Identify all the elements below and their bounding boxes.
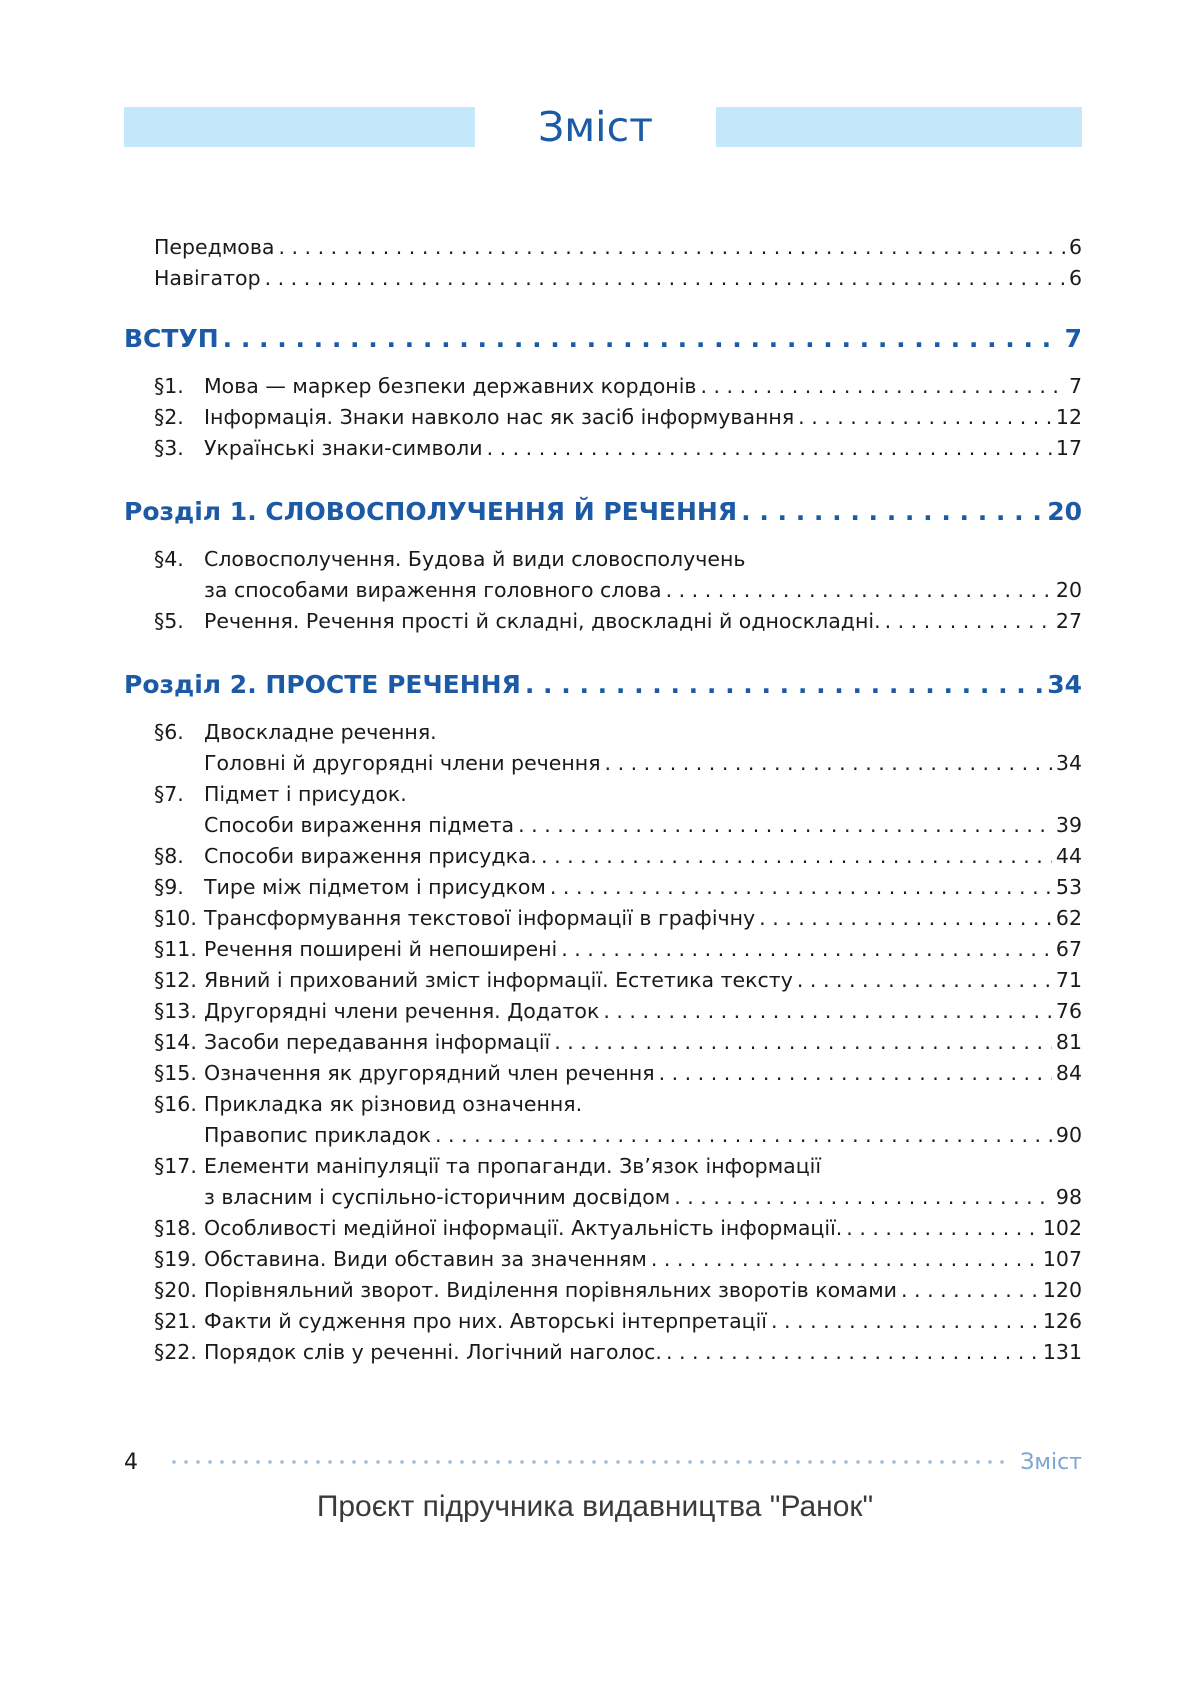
dot-leader — [741, 494, 1043, 530]
toc-entry — [154, 1058, 1082, 1089]
toc-entry — [154, 872, 1082, 903]
section-page: 34 — [1047, 670, 1082, 699]
entry-title: Явний і прихований зміст інформації. Естетика тексту — [204, 968, 793, 992]
toc-entry — [154, 934, 1082, 965]
toc-entry — [154, 1306, 1082, 1337]
entry-title: Підмет і присудок. — [204, 782, 407, 806]
dot-leader — [901, 1275, 1039, 1306]
entry-title: Елементи маніпуляції та пропаганди. Зв’язок інформації — [204, 1154, 822, 1178]
dot-leader — [435, 1120, 1052, 1151]
entry-number: §5. — [154, 609, 184, 633]
entry-title: Особливості медійної інформації. Актуальність інформації. — [204, 1216, 843, 1240]
toc-entry — [154, 433, 1082, 464]
entry-title: Порівняльний зворот. Виділення порівняльних зворотів комами — [204, 1278, 897, 1302]
entry-page: 7 — [1068, 374, 1082, 398]
toc-entry — [154, 263, 1082, 294]
entry-title: Передмова — [154, 235, 275, 259]
footer-label: Зміст — [1020, 1449, 1082, 1475]
dot-leader — [666, 575, 1052, 606]
entry-page: 17 — [1055, 436, 1082, 460]
entry-title: Порядок слів у реченні. Логічний наголос. — [204, 1340, 662, 1364]
entry-number: §15. — [154, 1061, 197, 1085]
entry-page: 102 — [1042, 1216, 1082, 1240]
dot-leader — [885, 606, 1052, 637]
entry-number: §21. — [154, 1309, 197, 1333]
section-heading — [124, 494, 1082, 530]
entry-title: Навігатор — [154, 266, 261, 290]
entry-number: §14. — [154, 1030, 197, 1054]
toc-entry — [204, 1120, 1082, 1151]
toc-entry — [204, 748, 1082, 779]
page-footer — [124, 1447, 1082, 1477]
entry-title: Правопис прикладок — [204, 1123, 432, 1147]
section-heading — [124, 321, 1082, 357]
dot-leader — [846, 1213, 1039, 1244]
entry-title: з власним і суспільно-історичним досвідом — [204, 1185, 671, 1209]
entry-title: Факти й судження про них. Авторські інтерпретації — [204, 1309, 767, 1333]
toc-entry — [204, 575, 1082, 606]
toc-entry — [154, 371, 1082, 402]
entry-number: §7. — [154, 782, 184, 806]
entry-page: 6 — [1068, 266, 1082, 290]
entry-number: §12. — [154, 968, 197, 992]
toc-entry — [154, 1213, 1082, 1244]
entry-page: 12 — [1055, 405, 1082, 429]
entry-title: Інформація. Знаки навколо нас як засіб інформування — [204, 405, 795, 429]
entry-number: §11. — [154, 937, 197, 961]
toc-entry — [154, 402, 1082, 433]
toc-entry — [154, 1089, 1082, 1120]
entry-title: за способами вираження головного слова — [204, 578, 662, 602]
section-page: 20 — [1047, 497, 1082, 526]
entry-number: §19. — [154, 1247, 197, 1271]
dot-leader — [798, 402, 1052, 433]
dot-leader — [541, 841, 1052, 872]
entry-page: 98 — [1055, 1185, 1082, 1209]
footer-dots — [168, 1460, 1006, 1464]
toc-entry — [204, 810, 1082, 841]
entry-page: 27 — [1055, 609, 1082, 633]
toc-entry — [154, 544, 1082, 575]
entry-title: Способи вираження присудка. — [204, 844, 538, 868]
entry-number: §1. — [154, 374, 184, 398]
dot-leader — [525, 667, 1043, 703]
entry-title: Прикладка як різновид означення. — [204, 1092, 583, 1116]
dot-leader — [666, 1337, 1039, 1368]
dot-leader — [550, 872, 1052, 903]
toc-entry — [154, 965, 1082, 996]
page-header — [124, 103, 1082, 151]
entry-title: Речення поширені й непоширені — [204, 937, 558, 961]
entry-page: 126 — [1042, 1309, 1082, 1333]
entry-number: §22. — [154, 1340, 197, 1364]
dot-leader — [651, 1244, 1039, 1275]
entry-page: 67 — [1055, 937, 1082, 961]
entry-page: 120 — [1042, 1278, 1082, 1302]
entry-page: 44 — [1055, 844, 1082, 868]
entry-title: Означення як другорядний член речення — [204, 1061, 655, 1085]
entry-number: §16. — [154, 1092, 197, 1116]
dot-leader — [759, 903, 1052, 934]
toc-entry — [154, 841, 1082, 872]
entry-page: 107 — [1042, 1247, 1082, 1271]
entry-page: 81 — [1055, 1030, 1082, 1054]
entry-title: Трансформування текстової інформації в графічну — [204, 906, 756, 930]
section-page: 7 — [1064, 324, 1082, 353]
entry-page: 62 — [1055, 906, 1082, 930]
section-title: Розділ 1. СЛОВОСПОЛУЧЕННЯ Й РЕЧЕННЯ — [124, 497, 738, 526]
page-number: 4 — [124, 1449, 138, 1475]
toc-entry — [154, 1275, 1082, 1306]
toc-entry — [154, 903, 1082, 934]
dot-leader — [554, 1027, 1052, 1058]
entry-title: Способи вираження підмета — [204, 813, 515, 837]
section-title: Розділ 2. ПРОСТЕ РЕЧЕННЯ — [124, 670, 521, 699]
entry-page: 90 — [1055, 1123, 1082, 1147]
entry-number: §18. — [154, 1216, 197, 1240]
dot-leader — [518, 810, 1052, 841]
toc-entry — [154, 606, 1082, 637]
entry-title: Обставина. Види обставин за значенням — [204, 1247, 647, 1271]
toc-entry — [154, 779, 1082, 810]
entry-page: 71 — [1055, 968, 1082, 992]
entry-page: 84 — [1055, 1061, 1082, 1085]
entry-title: Другорядні члени речення. Додаток — [204, 999, 600, 1023]
toc-entry — [154, 1337, 1082, 1368]
toc-entry — [154, 717, 1082, 748]
entry-number: §10. — [154, 906, 197, 930]
entry-number: §6. — [154, 720, 184, 744]
dot-leader — [487, 433, 1052, 464]
entry-title: Мова — маркер безпеки державних кордонів — [204, 374, 697, 398]
dot-leader — [700, 371, 1064, 402]
toc-entry — [154, 232, 1082, 263]
dot-leader — [223, 321, 1061, 357]
dot-leader — [674, 1182, 1052, 1213]
toc-entry — [154, 1027, 1082, 1058]
entry-page: 20 — [1055, 578, 1082, 602]
entry-title: Українські знаки-символи — [204, 436, 483, 460]
toc-entry — [154, 996, 1082, 1027]
dot-leader — [605, 748, 1052, 779]
entry-page: 131 — [1042, 1340, 1082, 1364]
dot-leader — [659, 1058, 1052, 1089]
dot-leader — [265, 263, 1065, 294]
section-title: ВСТУП — [124, 324, 219, 353]
entry-number: §4. — [154, 547, 184, 571]
entry-title: Словосполучення. Будова й види словосполучень — [204, 547, 746, 571]
entry-title: Засоби передавання інформації — [204, 1030, 551, 1054]
toc-entry — [204, 1182, 1082, 1213]
entry-title: Двоскладне речення. — [204, 720, 437, 744]
dot-leader — [797, 965, 1052, 996]
entry-title: Речення. Речення прості й складні, двоскладні й односкладні. — [204, 609, 881, 633]
entry-number: §8. — [154, 844, 184, 868]
entry-number: §9. — [154, 875, 184, 899]
entry-page: 76 — [1055, 999, 1082, 1023]
dot-leader — [561, 934, 1052, 965]
publisher-note: Проєкт підручника видавництва "Ранок" — [316, 1490, 874, 1523]
entry-page: 6 — [1068, 235, 1082, 259]
entry-page: 53 — [1055, 875, 1082, 899]
entry-page: 39 — [1055, 813, 1082, 837]
entry-number: §3. — [154, 436, 184, 460]
dot-leader — [771, 1306, 1039, 1337]
header-bar-left — [124, 107, 475, 147]
entry-number: §20. — [154, 1278, 197, 1302]
dot-leader — [278, 232, 1064, 263]
toc-entry — [154, 1244, 1082, 1275]
section-heading — [124, 667, 1082, 703]
entry-number: §17. — [154, 1154, 197, 1178]
entry-page: 34 — [1055, 751, 1082, 775]
page-title: Зміст — [537, 103, 654, 151]
entry-title: Головні й другорядні члени речення — [204, 751, 601, 775]
dot-leader — [603, 996, 1052, 1027]
header-bar-right — [716, 107, 1082, 147]
entry-number: §13. — [154, 999, 197, 1023]
entry-title: Тире між підметом і присудком — [204, 875, 546, 899]
toc-entry — [154, 1151, 1082, 1182]
entry-number: §2. — [154, 405, 184, 429]
